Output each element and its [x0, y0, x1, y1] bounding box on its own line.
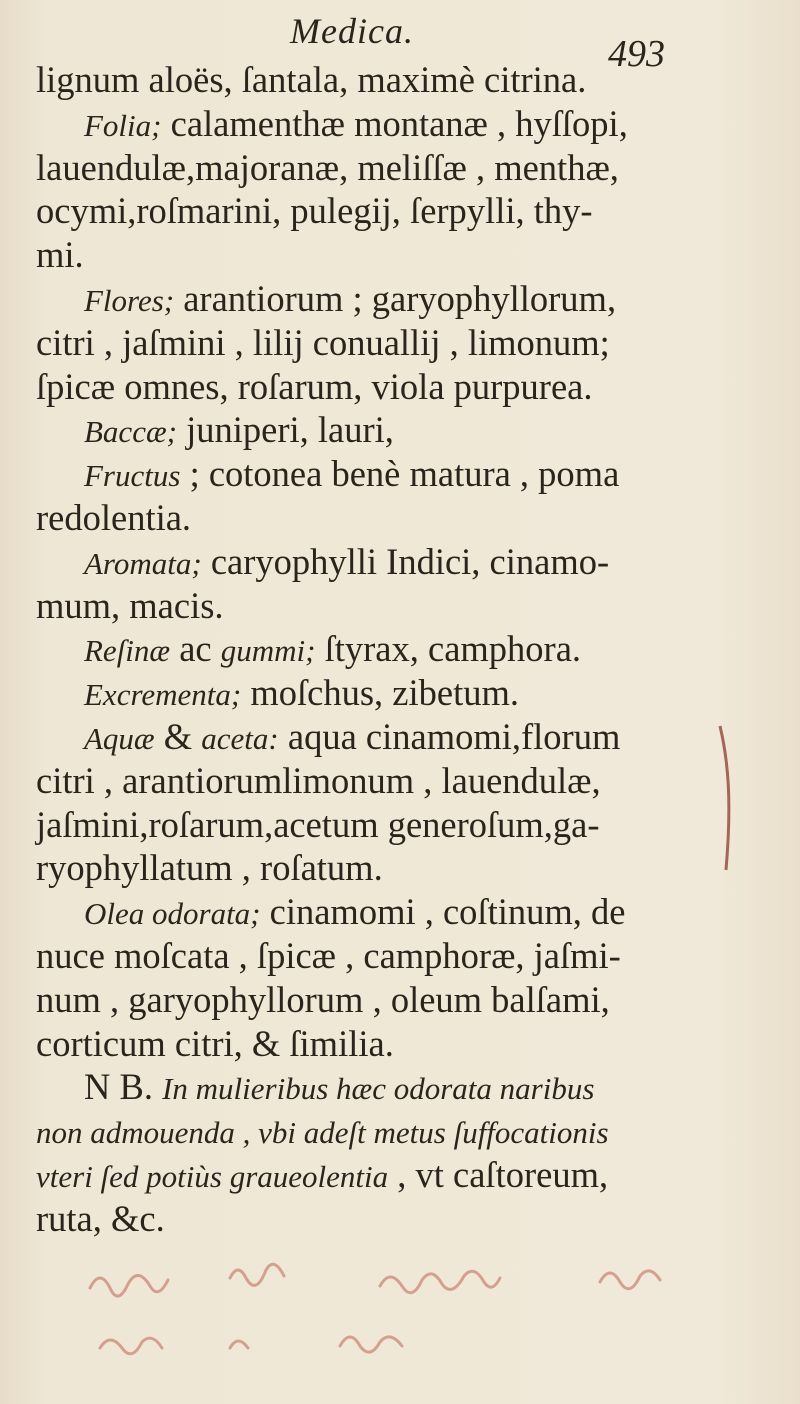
italic-segment: gummi;: [220, 633, 316, 669]
text-line: [36, 759, 766, 803]
text-segment: ac: [170, 628, 221, 670]
text-segment: mi.: [36, 234, 84, 276]
text-segment: moſchus, zibetum.: [241, 672, 519, 714]
text-line: [36, 671, 766, 715]
text-segment: jaſmini,roſarum,acetum generoſum,ga-: [36, 803, 600, 845]
italic-segment: Aromata;: [84, 545, 202, 581]
italic-segment: Fructus: [84, 458, 181, 494]
text-line: [36, 1197, 766, 1241]
text-line: [36, 452, 766, 496]
text-segment: lauendulæ,majoranæ, meliſſæ , menthæ,: [36, 146, 619, 188]
text-line: [36, 408, 766, 452]
text-line: [36, 189, 766, 233]
text-line: [36, 890, 766, 934]
margin-mark: [716, 720, 746, 880]
text-line: [36, 846, 766, 890]
faded-handwriting: [80, 1238, 760, 1378]
text-line: [36, 277, 766, 321]
text-segment: corticum citri, & ſimilia.: [36, 1022, 394, 1064]
text-line: [36, 102, 766, 146]
page-number: 493: [608, 33, 665, 75]
text-line: [36, 1109, 766, 1153]
text-line: [36, 496, 766, 540]
text-segment: redolentia.: [36, 496, 192, 538]
text-line: [36, 321, 766, 365]
text-line: [36, 627, 766, 671]
text-line: [36, 58, 766, 102]
italic-segment: Excrementa;: [84, 677, 242, 713]
text-segment: ſtyrax, camphora.: [315, 628, 582, 670]
text-line: [36, 1065, 766, 1109]
text-line: [36, 803, 766, 847]
text-segment: lignum aloës, ſantala, maximè citrina.: [36, 59, 587, 100]
italic-segment: non admouenda , vbi adeſt metus ſuffocationis: [36, 1115, 609, 1151]
text-line: [36, 540, 766, 584]
text-line: [36, 1022, 766, 1066]
text-line: [36, 233, 766, 277]
italic-segment: Baccæ;: [84, 414, 177, 450]
text-line: [36, 365, 766, 409]
text-segment: N B.: [84, 1066, 163, 1108]
italic-segment: Reſinæ: [84, 633, 171, 669]
text-segment: juniperi, lauri,: [176, 409, 394, 451]
italic-segment: Aquæ: [84, 720, 155, 756]
text-segment: mum, macis.: [36, 584, 224, 626]
text-segment: citri , arantiorumlimonum , lauendulæ,: [36, 759, 601, 801]
text-segment: ruta, &c.: [36, 1197, 165, 1239]
italic-segment: aceta:: [201, 720, 279, 756]
text-segment: &: [154, 715, 202, 757]
text-line: [36, 715, 766, 759]
text-segment: ryophyllatum , roſatum.: [36, 847, 383, 889]
italic-segment: Olea odorata;: [84, 896, 261, 932]
text-segment: caryophylli Indici, cinamo-: [201, 540, 610, 582]
italic-segment: vteri ſed potiùs graueolentia: [36, 1158, 389, 1194]
text-line: [36, 584, 766, 628]
text-segment: citri , jaſmini , lilij conuallij , limonum;: [36, 321, 610, 363]
text-segment: ſpicæ omnes, roſarum, viola purpurea.: [36, 365, 593, 407]
text-line: [36, 978, 766, 1022]
text-segment: ocymi,roſmarini, pulegij, ſerpylli, thy-: [36, 190, 593, 232]
text-segment: num , garyophyllorum , oleum balſami,: [36, 978, 610, 1020]
text-line: [36, 146, 766, 190]
text-segment: cinamomi , coſtinum, de: [260, 891, 626, 933]
text-segment: calamenthæ montanæ , hyſſopi,: [161, 102, 628, 144]
italic-segment: Folia;: [84, 107, 162, 143]
body-text: [36, 58, 766, 1241]
running-title: Medica.: [290, 11, 414, 51]
italic-segment: In mulieribus hæc odorata naribus: [162, 1071, 595, 1107]
text-segment: nuce moſcata , ſpicæ , camphoræ, jaſmi-: [36, 934, 621, 976]
text-segment: arantiorum ; garyophyllorum,: [174, 277, 617, 319]
text-segment: ; cotonea benè matura , poma: [180, 453, 620, 495]
text-line: [36, 934, 766, 978]
text-line: [36, 1153, 766, 1197]
text-segment: , vt caſtoreum,: [388, 1153, 609, 1195]
text-segment: aqua cinamomi,florum: [278, 715, 621, 757]
italic-segment: Flores;: [84, 282, 175, 318]
